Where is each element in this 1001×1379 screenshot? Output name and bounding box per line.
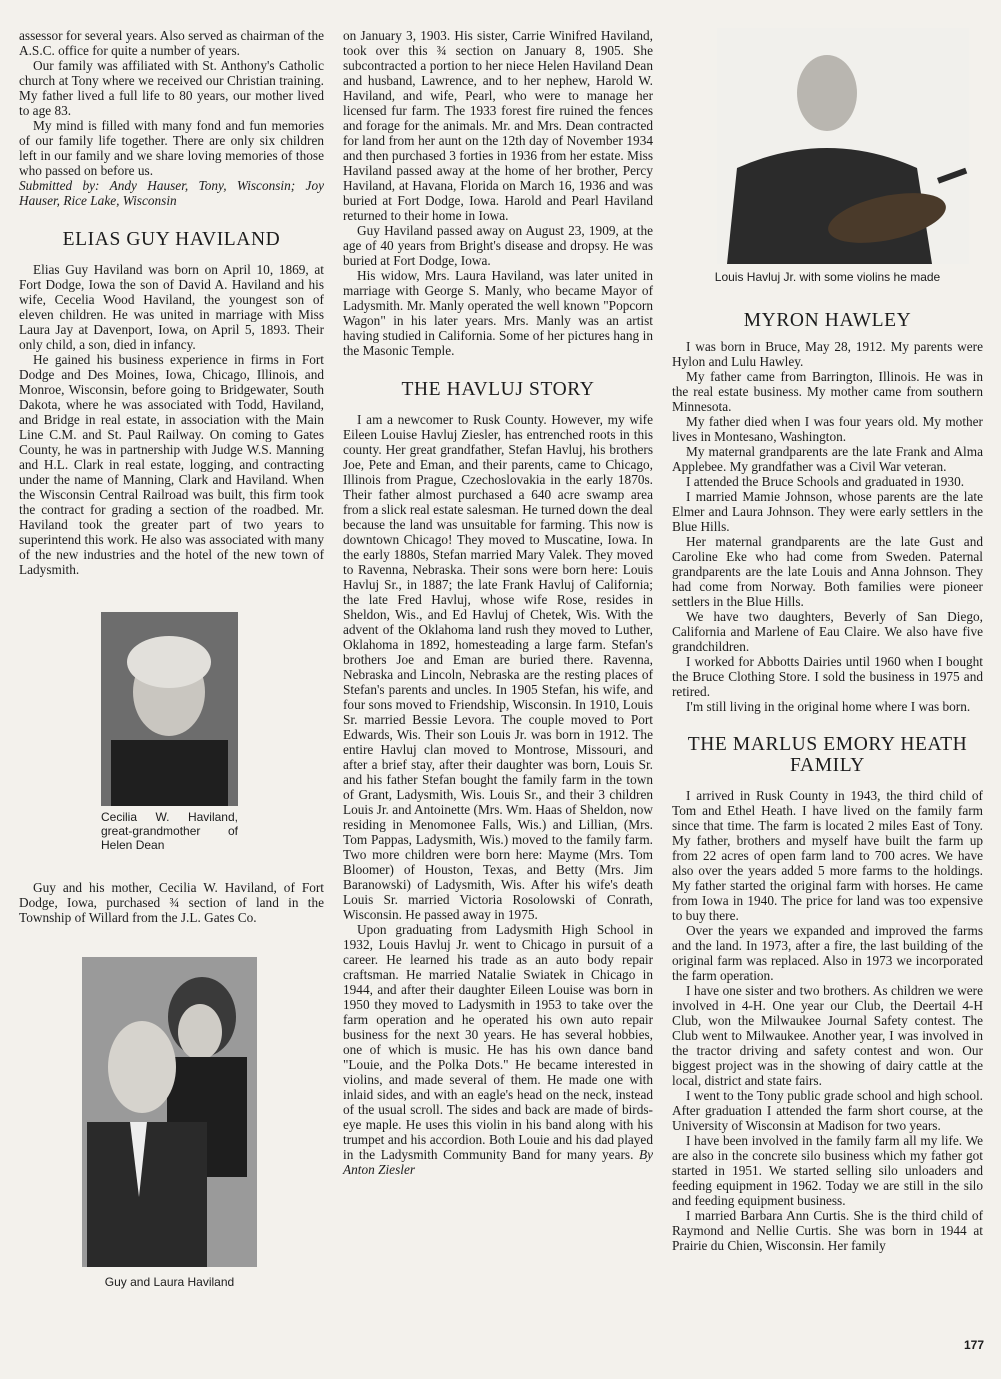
paragraph: I arrived in Rusk County in 1943, the third child of Tom and Ethel Heath. I have lived on the family farm since that time. The farm is located 2 miles East of Tony. My father, brothers and myself have built the farm up from 22 acres of open farm land to 700 acres. We have also over the years added 5 more farms to the holdings. My father started the original farm with horses. He came from Iowa in 1940. The price for land was too expensive to buy there. <box>672 788 983 923</box>
paragraph: on January 3, 1903. His sister, Carrie Winifred Haviland, took over this ¾ section on January 8, 1905. She subcontracted a portion to her niece Helen Haviland Dean and husband, Lawrence, and to her nephew, Harold W. Haviland, and wife, Pearl, who were to manage her licensed fur farm. The 1933 forest fire ruined the fences and forage for the animals. Mr. and Mrs. Dean contracted for land from her aunt on the 12th day of November 1934 and then purchased 3 forties in 1936 from her estate. Miss Haviland passed away at the home of her brother, Percy Haviland, at Havana, Florida on March 16, 1936 and was buried at Fort Dodge, Iowa. Harold and Pearl Haviland returned to their home in Iowa. <box>343 28 653 223</box>
caption-louis-havluj: Louis Havluj Jr. with some violins he made <box>714 270 941 284</box>
paragraph: I went to the Tony public grade school and high school. After graduation I attended the farm short course, at the University of Wisconsin at Madison for two years. <box>672 1088 983 1133</box>
paragraph: Over the years we expanded and improved the farms and the land. In 1973, after a fire, the last building of the original farm was replaced. Also in 1973 we incorporated the farm operation. <box>672 923 983 983</box>
paragraph: My father came from Barrington, Illinois. He was in the real estate business. My mother came from southern Minnesota. <box>672 369 983 414</box>
paragraph: Guy and his mother, Cecilia W. Haviland, of Fort Dodge, Iowa, purchased ¾ section of land in the Township of Willard from the J.L. Gates Co. <box>19 880 324 925</box>
column-left <box>19 28 324 577</box>
paragraph: I have one sister and two brothers. As children we were involved in 4-H. One year our Club, the Deertail 4-H Club, won the Milwaukee Journal Safety contest. The Club went to Milwaukee. Another year, I was involved in the tractor driving and safety contest and won. Our biggest project was in the showing of dairy cattle at the local, district and state fairs. <box>672 983 983 1088</box>
page-number: 177 <box>964 1338 985 1352</box>
paragraph: I married Mamie Johnson, whose parents are the late Elmer and Laura Johnson. They were early settlers in the Blue Hills. <box>672 489 983 534</box>
paragraph: Elias Guy Haviland was born on April 10, 1869, at Fort Dodge, Iowa the son of David A. Haviland and his wife, Cecelia Wood Haviland, the youngest son of eleven children. He was united in marriage with Miss Laura Jay at Davenport, Iowa, on April 5, 1893. Their only child, a son, died in infancy. <box>19 262 324 352</box>
section-heading-elias-guy-haviland: ELIAS GUY HAVILAND <box>62 229 281 250</box>
column-middle <box>343 28 653 1177</box>
photo-louis-havluj-jr <box>717 28 969 264</box>
paragraph: Her maternal grandparents are the late Gust and Caroline Eke who had come from Sweden. Paternal grandparents are the late Louis and Anna Johnson. They had come from Norway. Both families were pioneer settlers in the Blue Hills. <box>672 534 983 609</box>
section-heading-havluj-story: THE HAVLUJ STORY <box>401 379 595 400</box>
photo-cecilia-haviland <box>101 612 238 806</box>
paragraph: He gained his business experience in firms in Fort Dodge and Des Moines, Iowa, Chicago, Illinois, and Monroe, Wisconsin, before going to Bridgewater, South Dakota, where he was associated with Todd, Haviland, and Bridge in real estate, in association with the Main Line C.M. and St. Paul Railway. On coming to Gates County, he was in partnership with Judge W.S. Manning and H.L. Clark in real estate, logging, and contracting under the name of Manning, Clark and Haviland. When the Wisconsin Central Railroad was built, this firm took the contract for grading a section of the roadbed. Mr. Haviland took the greater part of two years to superintend this work. He also was associated with many of the new industries and the hotel of the new town of Ladysmith. <box>19 352 324 577</box>
photo-guy-and-laura-haviland <box>82 957 257 1267</box>
paragraph: Our family was affiliated with St. Anthony's Catholic church at Tony where we received our Christian training. My father lived a full life to 80 years, our mother lived to age 83. <box>19 58 324 118</box>
caption-cecilia: Cecilia W. Haviland, great-grandmother of Helen Dean <box>101 810 238 852</box>
signature: By Anton Ziesler <box>343 1147 653 1177</box>
column-right <box>672 270 983 1253</box>
paragraph: My maternal grandparents are the late Frank and Alma Applebee. My grandfather was a Civil War veteran. <box>672 444 983 474</box>
paragraph: I worked for Abbotts Dairies until 1960 when I bought the Bruce Clothing Store. I sold the business in 1975 and retired. <box>672 654 983 699</box>
paragraph: I attended the Bruce Schools and graduated in 1930. <box>686 474 965 489</box>
paragraph: Guy Haviland passed away on August 23, 1909, at the age of 40 years from Bright's disease and dropsy. He was buried at Fort Dodge, Iowa. <box>343 223 653 268</box>
paragraph-guy-land <box>19 880 324 925</box>
paragraph: His widow, Mrs. Laura Haviland, was later united in marriage with George S. Manly, who became Mayor of Ladysmith. Mr. Manly operated the well known "Popcorn Wagon" in his later years. Mrs. Manly was an artist having studied in California. Some of her pictures hang in the Masonic Temple. <box>343 268 653 358</box>
paragraph: assessor for several years. Also served as chairman of the A.S.C. office for quite a number of years. <box>19 28 324 58</box>
section-heading-marlus-emory-heath: THE MARLUS EMORY HEATH FAMILY <box>687 734 968 776</box>
paragraph: I was born in Bruce, May 28, 1912. My parents were Hylon and Lulu Hawley. <box>672 339 983 369</box>
caption-guy-and-laura: Guy and Laura Haviland <box>104 1275 235 1289</box>
paragraph: I'm still living in the original home where I was born. <box>686 699 971 714</box>
section-heading-myron-hawley: MYRON HAWLEY <box>743 310 912 331</box>
signature: Submitted by: Andy Hauser, Tony, Wisconsin; Joy Hauser, Rice Lake, Wisconsin <box>19 178 324 208</box>
paragraph: We have two daughters, Beverly of San Diego, California and Marlene of Eau Claire. We also have five grandchildren. <box>672 609 983 654</box>
paragraph <box>343 922 653 1177</box>
paragraph: I am a newcomer to Rusk County. However, my wife Eileen Louise Havluj Ziesler, has entrenched roots in this county. Her great grandfather, Stefan Havluj, his brothers Joe, Pete and Eman, and their parents, came to Chicago, Illinois from Prague, Czechoslovakia in the early 1870s. Their father almost purchased a 640 acre swamp area from a slick real estate salesman. He turned down the deal because the land was unsuitable for farming. This now is downtown Chicago! They moved to Muscatine, Iowa. In the early 1880s, Stefan married Mary Valek. They moved to Ravenna, Nebraska. Their sons were born here: Louis Havluj Sr., in 1887; the late Frank Havluj of California; the late Fred Havluj, whose wife Rose, resides in Sheldon, Wis., and Ed Havluj of Chetek, Wis. With the advent of the Oklahoma land rush they moved to Luther, Oklahoma in 1892, homesteading a large farm. Stefan's brothers Joe and Eman are buried there. Ravenna, Nebraska and Lincoln, Nebraska are the resting places of Stefan's parents and uncles. In 1905 Stefan, his wife, and four sons moved to Friendship, Wisconsin. In 1910, Louis Sr. married Bessie Levora. The couple moved to Port Edwards, Wis. Their son Louis Jr. was born in 1912. The entire Havluj clan moved to Montrose, Missouri, and after a brief stay, after their daughter was born, Louis Sr. and his father Stefan bought the family farm in the town of Grant, Ladysmith, Wis. Louis Sr., and their 3 children Louis Jr. and Antoinette (Mrs. Wm. Haas of Sheldon, now residing in Menomonee Falls, Wis.) and Lillian, (Mrs. Tom Pappas, Ladysmith, Wis.) moved to the family farm. Two more children were born here: Mayme (Mrs. Tom Bloomer) of Houston, Texas, and Betty (Mrs. Jim Baranowski) of Ladysmith, Wis. After his wife's death Louis Sr. married Victoria Rosolowski of Conrath, Wisconsin. He passed away in 1975. <box>343 412 653 922</box>
paragraph-text: Upon graduating from Ladysmith High School in 1932, Louis Havluj Jr. went to Chicago in pursuit of a career. He learned his trade as an auto body repair craftsman. He married Natalie Swiatek in Chicago in 1944, and after their daughter Eileen Louise was born in 1950 they moved to Ladysmith in 1953 to take over the farm operation and he operated his own auto repair business for the next 30 years. He has several hobbies, one of which is music. He has his own dance band "Louie, and the Polka Dots." He became interested in violins, and made several of them. He made one with inlaid sides, and with an eagle's head on the neck, instead of the usual scroll. The sides and back are made of birds-eye maple. He uses this violin in his band along with his trumpet and his accordion. Both Louie and his dad played in the Ladysmith Community Band for many years. <box>343 922 653 1162</box>
paragraph: I have been involved in the family farm all my life. We are also in the concrete silo business which my father got started in 1951. We started selling silo unloaders and feeding equipment in 1962. Today we are still in the silo and feeding equipment business. <box>672 1133 983 1208</box>
paragraph: My mind is filled with many fond and fun memories of our family life together. There are only six children left in our family and we share loving memories of those who passed on before us. <box>19 118 324 178</box>
paragraph: My father died when I was four years old. My mother lives in Montesano, Washington. <box>672 414 983 444</box>
paragraph: I married Barbara Ann Curtis. She is the third child of Raymond and Nellie Curtis. She was born in 1944 at Prairie du Chien, Wisconsin. Her family <box>672 1208 983 1253</box>
